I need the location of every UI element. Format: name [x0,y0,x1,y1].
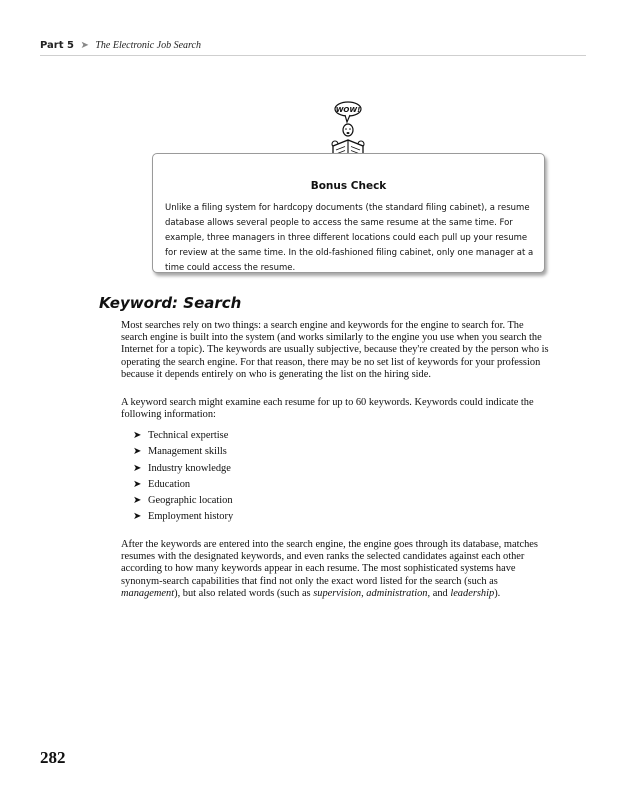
bullet-arrow-icon: ➤ [133,495,142,507]
part-label: Part 5 [40,40,74,51]
bullet-arrow-icon: ➤ [133,446,142,458]
body-text: ), but also related words (such as [174,587,314,599]
list-item [133,461,233,477]
list-item [133,493,233,509]
speech-bubble-text: WOW! [335,106,361,114]
bullet-arrow-icon: ➤ [133,462,142,474]
bonus-check-title: Bonus Check [310,180,387,192]
chapter-title: The Electronic Job Search [95,40,201,51]
section-heading: Keyword: Search [99,294,242,312]
bullet-arrow-icon: ➤ [133,430,142,441]
list-item-text: Employment history [148,511,234,523]
emphasis-term: supervision, administration, [313,587,431,599]
bullet-arrow-icon: ➤ [133,478,142,490]
emphasis-term: management [121,587,175,599]
bonus-check-sidebar [152,153,545,273]
emphasis-term: leadership [450,587,495,599]
list-item-text: Geographic location [148,495,233,507]
list-item [133,509,233,525]
header-divider [40,55,586,56]
list-item [133,428,233,444]
running-header [40,40,201,51]
bonus-check-text: Unlike a filing system for hardcopy documents (the standard filing cabinet), a resume database allows several people to access the same resume at the same time. For example, three managers in three different locations could each pull up your resume for review at the same time. In the old-fashioned filing cabinet, only one manager at a time could access the resume. [165,203,534,273]
page-number: 282 [40,748,66,767]
list-item [133,444,233,460]
body-paragraph: Most searches rely on two things: a search engine and keywords for the engine to search for. The search engine is built into the system (and works similarly to the engine you use when you search the Internet for a topic). The keywords are usually subjective, because they're created by the person who is operating the search engine. For that reason, there may be no set list of keywords for your profession because it depends entirely on who is generating the list on the hiring side. [121,320,549,380]
list-item-text: Management skills [148,446,227,458]
list-item-text: Industry knowledge [148,462,231,474]
body-text: and [430,587,451,599]
body-text: ). [494,587,501,599]
body-text: After the keywords are entered into the search engine, the engine goes through its database, matches resumes with the designated keywords, and even ranks the selected candidates against each other according to how many keywords appear in each resume. The most sophisticated systems have synonym-search capabilities that find not only the exact word listed for the search (such as [121,539,538,587]
list-item [133,477,233,493]
body-paragraph [121,539,549,600]
keyword-bullet-list [133,428,233,526]
separator-arrow-icon: ➤ [80,40,89,51]
list-item-text: Technical expertise [148,430,229,441]
body-paragraph: A keyword search might examine each resume for up to 60 keywords. Keywords could indicate the following information: [121,397,534,421]
bullet-arrow-icon: ➤ [133,511,142,523]
list-item-text: Education [148,478,191,490]
